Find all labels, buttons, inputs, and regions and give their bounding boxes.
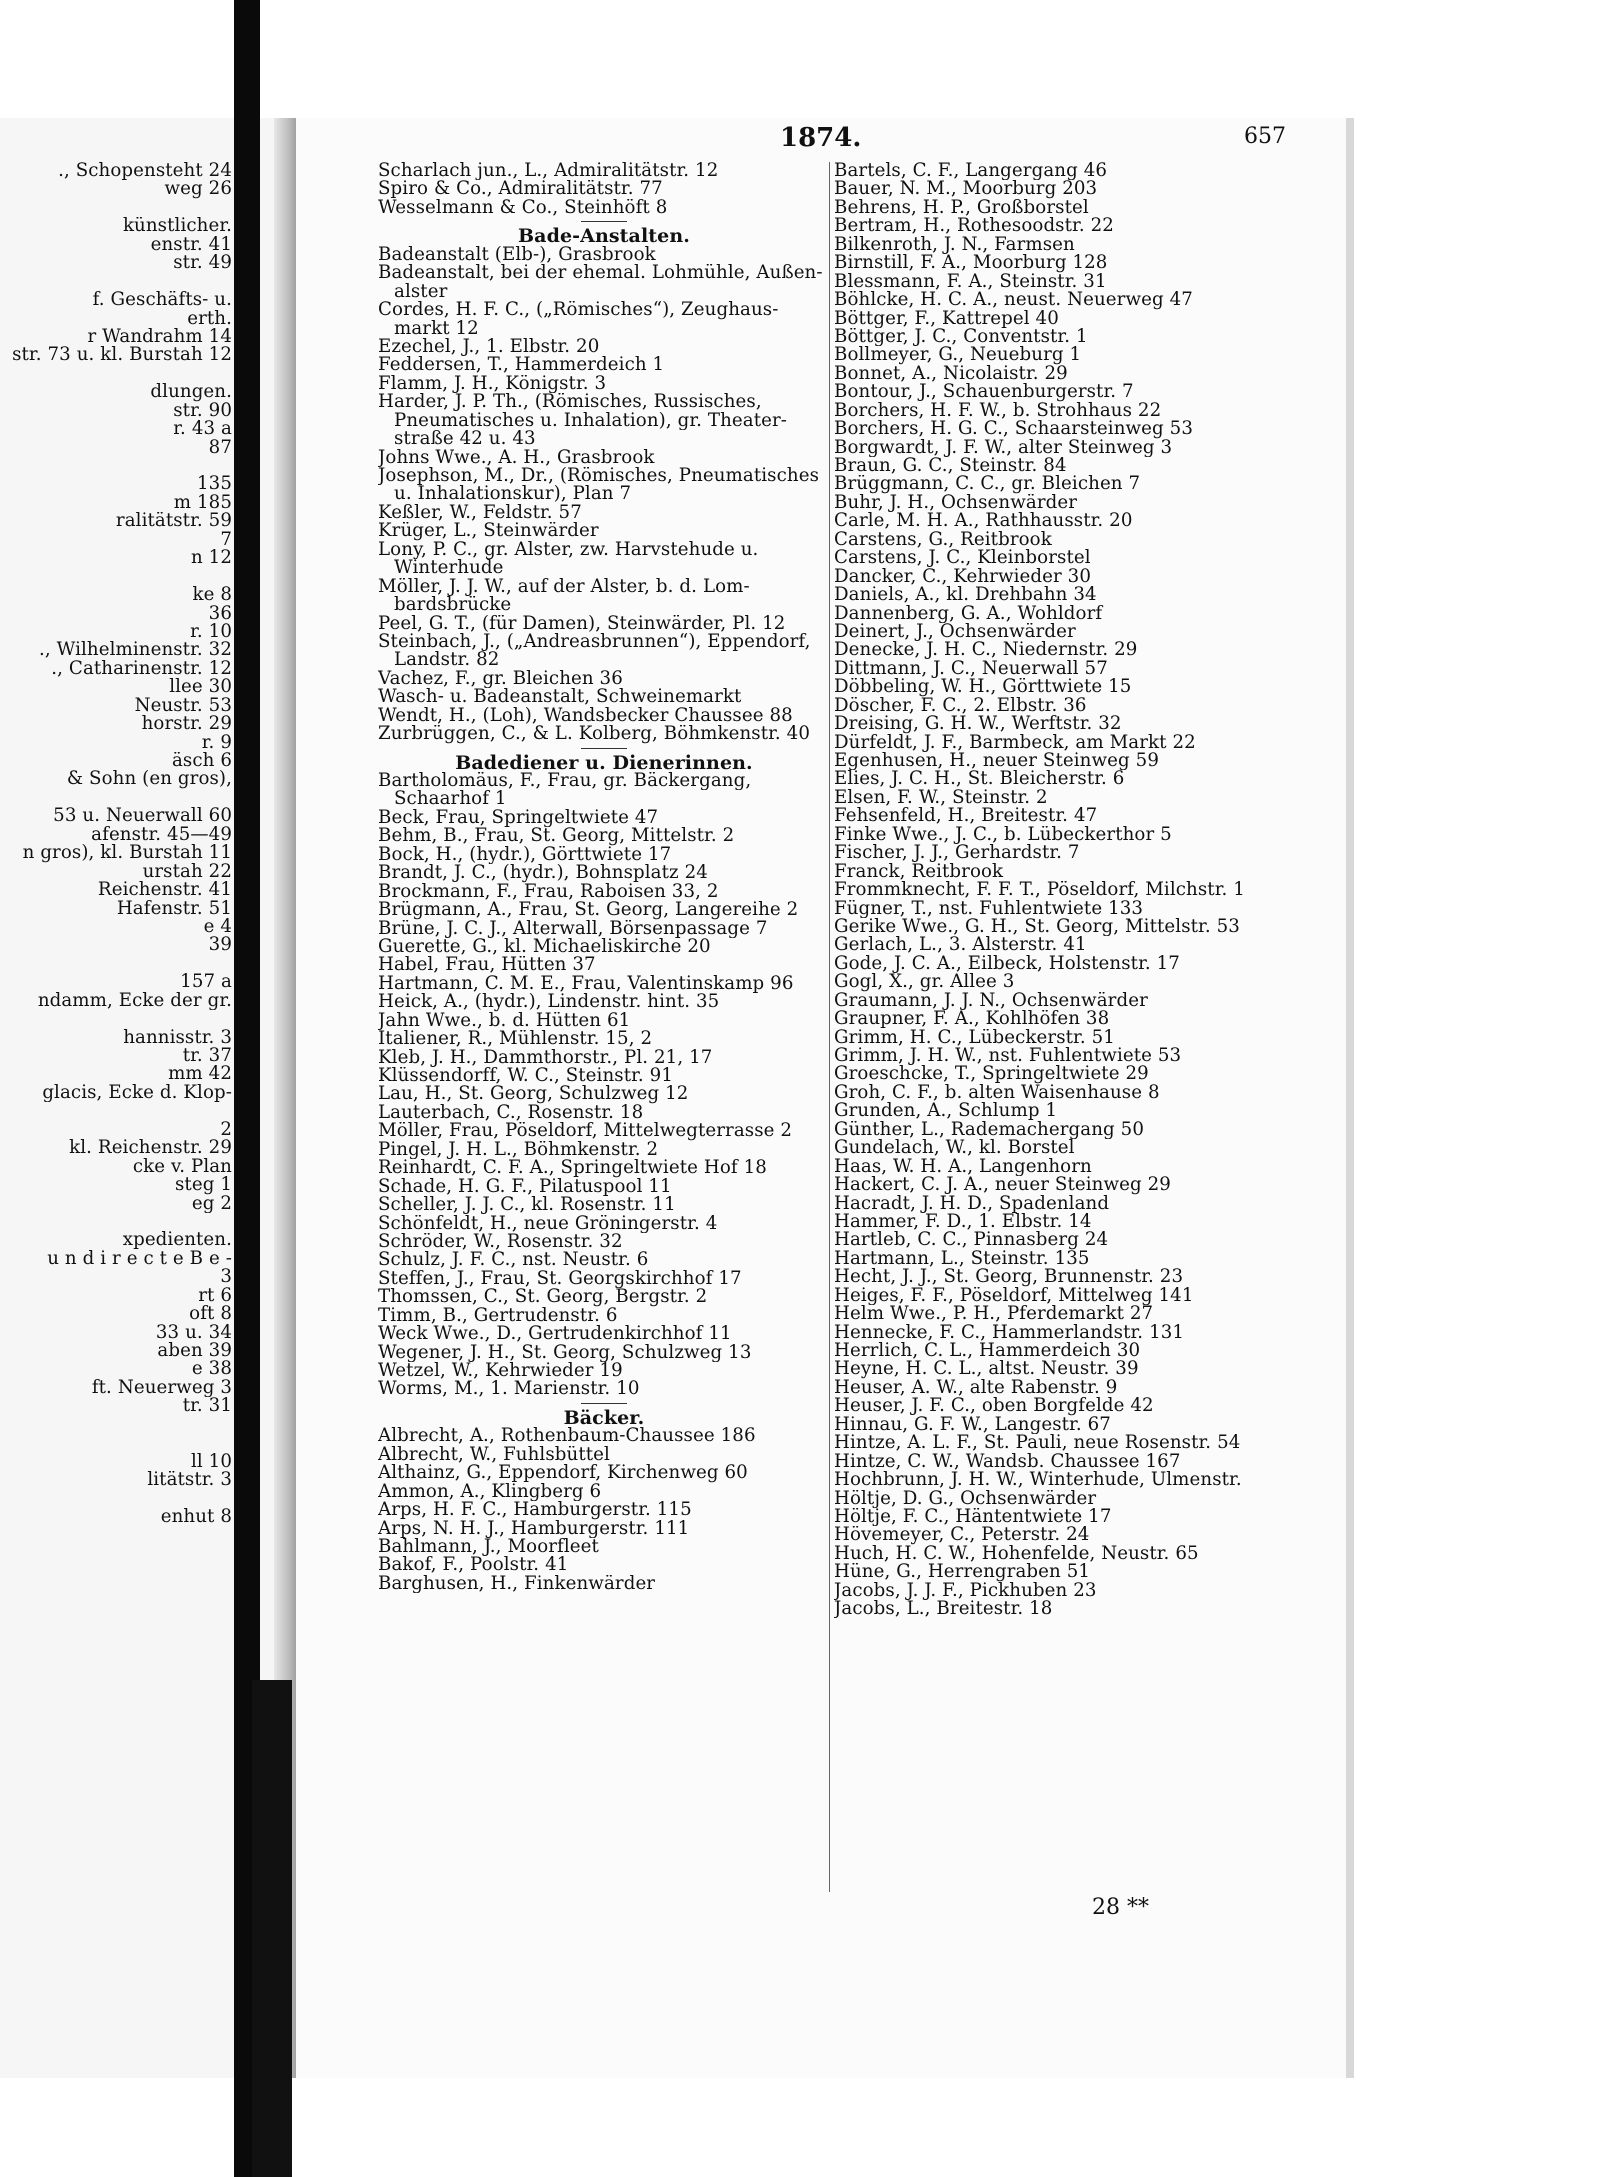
directory-entry: Fehsenfeld, H., Breitestr. 47 [834,807,1098,826]
left-fragment-line [0,365,232,383]
left-fragment-line: künstlicher. [122,217,232,236]
directory-entry: Brüne, J. C. J., Alterwall, Börsenpassage 7 [378,919,768,938]
page-number: 657 [1244,124,1286,149]
directory-entry: Bertram, H., Rothesoodstr. 22 [834,217,1114,236]
directory-entry: Beck, Frau, Springeltwiete 47 [378,808,659,828]
left-fragment-line [0,199,232,217]
left-fragment-line: ll 10 [190,1452,232,1472]
left-fragment-line: ., Catharinenstr. 12 [51,659,232,679]
directory-entry: Behrens, H. P., Großborstel [834,198,1089,218]
left-fragment-line [0,1434,232,1452]
binding-strip-lower [252,1680,292,2177]
directory-entry: Borchers, H. G. C., Schaarsteinweg 53 [834,420,1194,439]
directory-entry: Huch, H. C. W., Hohenfelde, Neustr. 65 [834,1544,1199,1564]
directory-entry: Althainz, G., Eppendorf, Kirchenweg 60 [378,1464,748,1483]
directory-entry: Thomssen, C., St. Georg, Bergstr. 2 [378,1288,708,1307]
directory-entry: Habel, Frau, Hütten 37 [378,956,596,975]
column-divider [829,162,830,1892]
directory-entry: Hintze, A. L. F., St. Pauli, neue Rosenstr. 54 [834,1434,1241,1453]
left-fragment-line: eg 2 [191,1194,232,1213]
directory-entry: Döbbeling, W. H., Görttwiete 15 [834,678,1132,697]
directory-entry: Borgwardt, J. F. W., alter Steinweg 3 [834,438,1173,457]
directory-entry: Heuser, J. F. C., oben Borgfelde 42 [834,1397,1154,1416]
directory-entry: Graumann, J. J. N., Ochsenwärder [834,991,1148,1011]
left-fragment-line: Reichenstr. 41 [97,881,232,900]
directory-entry: Ezechel, J., 1. Elbstr. 20 [378,337,600,357]
directory-entry: Hennecke, F. C., Hammerlandstr. 131 [834,1323,1185,1342]
left-fragment-line: steg 1 [174,1176,232,1195]
directory-entry: Bartels, C. F., Langergang 46 [834,162,1108,181]
left-fragment-line [0,1010,232,1028]
left-fragment-line: mm 42 [168,1065,232,1084]
left-fragment-line [0,1213,232,1231]
directory-entry: Scheller, J. J. C., kl. Rosenstr. 11 [378,1196,676,1215]
directory-entry: Hintze, C. W., Wandsb. Chaussee 167 [834,1452,1181,1472]
directory-entry: Hacradt, J. H. D., Spadenland [834,1194,1110,1213]
directory-entry: Heuser, A. W., alte Rabenstr. 9 [834,1378,1118,1398]
directory-entry: Deinert, J., Ochsenwärder [834,622,1076,642]
left-fragment-line: oft 8 [189,1305,232,1324]
directory-entry: Jahn Wwe., b. d. Hütten 61 [378,1011,631,1031]
directory-entry: Grimm, J. H. W., nst. Fuhlentwiete 53 [834,1047,1182,1066]
directory-entry: Helm Wwe., P. H., Pferdemarkt 27 [834,1305,1154,1324]
directory-entry: Winterhude [394,559,504,578]
left-fragment-line: e 38 [191,1360,232,1379]
directory-entry: Buhr, J. H., Ochsenwärder [834,493,1078,513]
left-fragment-line [0,789,232,807]
directory-entry: Vachez, F., gr. Bleichen 36 [378,669,623,689]
directory-entry: Schönfeldt, H., neue Gröningerstr. 4 [378,1214,718,1233]
directory-entry: Finke Wwe., J. C., b. Lübeckerthor 5 [834,825,1172,845]
directory-entry: alster [394,282,448,302]
directory-entry: Albrecht, A., Rothenbaum-Chaussee 186 [378,1427,756,1446]
directory-entry: Wetzel, W., Kehrwieder 19 [378,1362,623,1381]
directory-entry: Lauterbach, C., Rosenstr. 18 [378,1103,644,1123]
section-rule [378,744,830,754]
directory-entry: Herrlich, C. L., Hammerdeich 30 [834,1342,1141,1361]
directory-entry: Möller, Frau, Pöseldorf, Mittelwegterrasse 2 [378,1122,793,1141]
left-fragment-line: tr. 31 [182,1397,232,1416]
directory-entry: Hartmann, C. M. E., Frau, Valentinskamp 96 [378,974,794,994]
directory-entry: Lau, H., St. Georg, Schulzweg 12 [378,1085,689,1104]
directory-entry: Dreising, G. H. W., Werftstr. 32 [834,715,1122,734]
directory-entry: Steffen, J., Frau, St. Georgskirchhof 17 [378,1269,742,1289]
directory-entry: Bahlmann, J., Moorfleet [378,1537,599,1557]
directory-entry: bardsbrücke [394,596,512,615]
directory-entry: Ammon, A., Klingberg 6 [378,1482,602,1502]
directory-entry: Hartleb, C. C., Pinnasberg 24 [834,1231,1109,1250]
directory-entry: Klüssendorff, W. C., Steinstr. 91 [378,1067,674,1086]
left-fragment-line: llee 30 [169,678,232,697]
left-fragment-line: 2 [220,1120,232,1140]
left-fragment-line: glacis, Ecke d. Klop- [42,1083,232,1103]
directory-entry: Grunden, A., Schlump 1 [834,1102,1058,1121]
middle-column [378,162,830,1593]
directory-entry: Johns Wwe., A. H., Grasbrook [378,448,655,467]
directory-entry: Carle, M. H. A., Rathhausstr. 20 [834,512,1133,531]
left-fragment-line: str. 49 [173,254,232,273]
directory-entry: Elsen, F. W., Steinstr. 2 [834,788,1048,808]
directory-entry: Badeanstalt, bei der ehemal. Lohmühle, Außen- [378,264,823,283]
directory-entry: Reinhardt, C. F. A., Springeltwiete Hof 18 [378,1159,767,1178]
left-fragment-line: 53 u. Neuerwall 60 [53,807,232,826]
right-column [834,162,1314,1619]
directory-entry: Blessmann, F. A., Steinstr. 31 [834,272,1107,292]
directory-entry: Elies, J. C. H., St. Bleicherstr. 6 [834,770,1125,789]
directory-entry: Graupner, F. A., Kohlhöfen 38 [834,1010,1110,1029]
section-rule [378,217,830,227]
directory-entry: Bilkenroth, J. N., Farmsen [834,235,1075,255]
directory-entry: Daniels, A., kl. Drehbahn 34 [834,586,1097,605]
left-fragment-line: r Wandrahm 14 [87,327,232,347]
section-heading: Bäcker. [563,1408,645,1428]
directory-entry: Egenhusen, H., neuer Steinweg 59 [834,752,1159,771]
left-fragment-line: tr. 37 [182,1047,232,1066]
left-fragment-line: n gros), kl. Burstah 11 [22,844,232,863]
directory-entry: Groeschcke, T., Springeltwiete 29 [834,1065,1149,1084]
directory-entry: Flamm, J. H., Königstr. 3 [378,374,607,394]
left-fragment-line: 87 [208,438,232,457]
left-fragment-line: 39 [208,936,232,955]
directory-entry: Fischer, J. J., Gerhardstr. 7 [834,844,1080,863]
directory-entry: Höltje, D. G., Ochsenwärder [834,1489,1097,1508]
directory-entry: Timm, B., Gertrudenstr. 6 [378,1306,618,1326]
directory-entry: Wesselmann & Co., Steinhöft 8 [378,198,668,218]
directory-entry: Brockmann, F., Frau, Raboisen 33, 2 [378,882,719,902]
left-fragment-line: Hafenstr. 51 [116,899,232,918]
directory-entry: Schulz, J. F. C., nst. Neustr. 6 [378,1251,649,1270]
directory-entry: Bakof, F., Poolstr. 41 [378,1556,569,1575]
left-fragment-line: ., Schopensteht 24 [58,162,232,181]
directory-entry: Bauer, N. M., Moorburg 203 [834,180,1098,199]
directory-entry: Zurbrüggen, C., & L. Kolberg, Böhmkenstr. 40 [378,725,811,744]
left-fragment-line: ndamm, Ecke der gr. [37,991,232,1011]
left-fragment-line: str. 73 u. kl. Burstah 12 [12,346,232,365]
directory-entry: Josephson, M., Dr., (Römisches, Pneumatisches [378,467,820,486]
left-fragment-line: enhut 8 [160,1507,232,1527]
left-fragment-line: f. Geschäfts- u. [92,291,232,310]
directory-entry: Hinnau, G. F. W., Langestr. 67 [834,1415,1111,1435]
left-fragment-line [0,955,232,973]
directory-entry: Hartmann, L., Steinstr. 135 [834,1249,1090,1269]
directory-entry: Arps, N. H. J., Hamburgerstr. 111 [378,1519,690,1538]
directory-entry: Wendt, H., (Loh), Wandsbecker Chaussee 88 [378,706,793,726]
directory-entry: Heick, A., (hydr.), Lindenstr. hint. 35 [378,993,720,1012]
directory-entry: Pneumatisches u. Inhalation), gr. Theater- [394,411,788,431]
directory-entry: Schaarhof 1 [394,790,507,809]
left-fragment-line: n 12 [190,549,232,568]
directory-entry: Krüger, L., Steinwärder [378,522,599,541]
directory-entry: Groh, C. F., b. alten Waisenhause 8 [834,1083,1160,1103]
left-fragment-line: urstah 22 [142,862,232,882]
directory-entry: Brügmann, A., Frau, St. Georg, Langereihe 2 [378,901,799,920]
directory-entry: Hackert, C. J. A., neuer Steinweg 29 [834,1176,1171,1195]
left-fragment-line: kl. Reichenstr. 29 [69,1139,232,1158]
left-fragment-line: cke v. Plan [132,1157,232,1177]
directory-entry: Barghusen, H., Finkenwärder [378,1574,656,1594]
directory-entry: Hecht, J. J., St. Georg, Brunnenstr. 23 [834,1268,1184,1287]
directory-entry: Dannenberg, G. A., Wohldorf [834,604,1103,623]
directory-entry: Hövemeyer, C., Peterstr. 24 [834,1526,1090,1545]
directory-entry: Borchers, H. F. W., b. Strohhaus 22 [834,401,1162,421]
left-fragment-line: erth. [187,309,232,328]
left-fragment-line [0,273,232,291]
left-fragment-line: ke 8 [192,586,232,605]
left-fragment-line: 157 a [180,973,232,992]
directory-entry: Birnstill, F. A., Moorburg 128 [834,254,1108,273]
left-fragment-line: str. 90 [173,401,232,421]
directory-entry: Günther, L., Rademachergang 50 [834,1120,1144,1140]
directory-entry: Gerlach, L., 3. Alsterstr. 41 [834,936,1087,955]
directory-entry: Grimm, H. C., Lübeckerstr. 51 [834,1028,1115,1047]
directory-entry: Landstr. 82 [394,651,500,670]
directory-entry: Hüne, G., Herrengraben 51 [834,1563,1091,1582]
left-fragment-line: äsch 6 [171,752,232,771]
directory-entry: Höltje, F. C., Häntentwiete 17 [834,1507,1112,1527]
directory-entry: Franck, Reitbrook [834,862,1004,882]
directory-entry: Gundelach, W., kl. Borstel [834,1139,1075,1158]
left-fragment-line: r. 9 [201,733,232,752]
left-fragment-line: & Sohn (en gros), [66,770,232,789]
directory-entry: Frommknecht, F. F. T., Pöseldorf, Milchstr. 1 [834,881,1245,900]
section-heading: Bade-Anstalten. [518,227,690,246]
header-year: 1874. [780,123,862,153]
left-fragment-line: u n d i r e c t e B e - [47,1249,232,1269]
left-fragment-line: 7 [220,530,232,550]
left-fragment-line [0,568,232,586]
left-fragment-line [0,1102,232,1120]
directory-entry: Carstens, G., Reitbrook [834,530,1052,550]
directory-entry: Dancker, C., Kehrwieder 30 [834,567,1092,587]
directory-entry: Italiener, R., Mühlenstr. 15, 2 [378,1030,653,1049]
directory-entry: Fügner, T., nst. Fuhlentwiete 133 [834,899,1144,918]
section-heading: Badediener u. Dienerinnen. [455,753,753,772]
directory-entry: Pingel, J. H. L., Böhmkenstr. 2 [378,1140,659,1160]
directory-entry: Heiges, F. F., Pöseldorf, Mittelweg 141 [834,1286,1194,1306]
left-fragment-line: r. 10 [190,622,232,642]
left-fragment-line: ., Wilhelminenstr. 32 [38,641,232,660]
directory-entry: Braun, G. C., Steinstr. 84 [834,457,1067,476]
directory-entry: Bartholomäus, F., Frau, gr. Bäckergang, [378,772,752,791]
left-fragment-line: weg 26 [164,180,232,199]
directory-entry: Worms, M., 1. Marienstr. 10 [378,1380,640,1399]
left-page-column-fragment [0,162,232,1526]
left-fragment-line: aben 39 [157,1342,232,1361]
directory-entry: Bonnet, A., Nicolaistr. 29 [834,364,1068,384]
left-fragment-line: r. 43 a [173,420,232,439]
left-fragment-line: ralitätstr. 59 [115,512,232,531]
left-fragment-line: enstr. 41 [150,235,232,255]
directory-entry: Schröder, W., Rosenstr. 32 [378,1232,623,1252]
directory-entry: Gerike Wwe., G. H., St. Georg, Mittelstr. 53 [834,917,1240,937]
directory-entry: markt 12 [394,319,479,338]
left-fragment-line: Neustr. 53 [134,696,232,716]
directory-entry: Harder, J. P. Th., (Römisches, Russisches, [378,393,762,412]
directory-entry: Schade, H. G. F., Pilatuspool 11 [378,1177,672,1197]
directory-entry: Feddersen, T., Hammerdeich 1 [378,356,665,375]
directory-entry: Jacobs, L., Breitestr. 18 [834,1600,1053,1619]
directory-entry: Scharlach jun., L., Admiralitätstr. 12 [378,162,719,181]
section-rule [378,1399,830,1409]
directory-entry: Haas, W. H. A., Langenhorn [834,1157,1092,1177]
directory-entry: Heyne, H. C. L., altst. Neustr. 39 [834,1360,1139,1379]
directory-entry: Wegener, J. H., St. Georg, Schulzweg 13 [378,1343,752,1362]
directory-entry: Albrecht, W., Fuhlsbüttel [378,1445,610,1465]
directory-entry: Dürfeldt, J. F., Barmbeck, am Markt 22 [834,733,1196,752]
directory-entry: Jacobs, J. J. F., Pickhuben 23 [834,1581,1097,1601]
directory-entry: Hochbrunn, J. H. W., Winterhude, Ulmenstr. [834,1471,1242,1490]
directory-entry: Wasch- u. Badeanstalt, Schweinemarkt [378,688,742,707]
directory-entry: Lony, P. C., gr. Alster, zw. Harvstehude u. [378,540,759,560]
left-fragment-line: hannisstr. 3 [123,1028,232,1047]
left-fragment-line: afenstr. 45—49 [91,825,232,845]
directory-entry: Behm, B., Frau, St. Georg, Mittelstr. 2 [378,827,735,846]
left-fragment-line: ft. Neuerweg 3 [91,1378,232,1398]
signature-mark: 28 ** [1092,1895,1149,1920]
left-fragment-line: m 185 [173,493,232,513]
directory-entry: Spiro & Co., Admiralitätstr. 77 [378,180,663,199]
left-fragment-line: 33 u. 34 [155,1323,232,1342]
directory-entry: Arps, H. F. C., Hamburgerstr. 115 [378,1501,692,1520]
directory-entry: Keßler, W., Feldstr. 57 [378,503,582,523]
left-fragment-line: e 4 [203,917,232,937]
left-fragment-line [0,1490,232,1508]
directory-entry: Döscher, F. C., 2. Elbstr. 36 [834,696,1087,716]
left-fragment-line: 3 [220,1268,232,1287]
directory-entry: Böttger, F., Kattrepel 40 [834,309,1059,328]
directory-entry: Denecke, J. H. C., Niedernstr. 29 [834,641,1138,660]
directory-entry: Steinbach, J., („Andreasbrunnen“), Eppendorf, [378,632,811,652]
directory-entry: Carstens, J. C., Kleinborstel [834,549,1091,568]
directory-entry: Peel, G. T., (für Damen), Steinwärder, Pl. 12 [378,614,786,633]
directory-entry: Bontour, J., Schauenburgerstr. 7 [834,383,1134,402]
directory-entry: Möller, J. J. W., auf der Alster, b. d. Lom- [378,577,750,597]
directory-entry: Bollmeyer, G., Neueburg 1 [834,346,1082,365]
directory-entry: Dittmann, J. C., Neuerwall 57 [834,659,1108,679]
directory-entry: u. Inhalationskur), Plan 7 [394,485,632,504]
left-fragment-line: dlungen. [150,383,232,402]
left-fragment-line: 36 [208,604,232,623]
directory-entry: Brandt, J. C., (hydr.), Bohnsplatz 24 [378,864,708,883]
directory-entry: straße 42 u. 43 [394,430,536,449]
directory-entry: Guerette, G., kl. Michaeliskirche 20 [378,937,711,957]
left-fragment-line [0,1416,232,1434]
left-fragment-line [0,457,232,475]
directory-entry: Brüggmann, C. C., gr. Bleichen 7 [834,475,1141,494]
directory-entry: Bock, H., (hydr.), Görttwiete 17 [378,845,672,865]
directory-entry: Weck Wwe., D., Gertrudenkirchhof 11 [378,1325,732,1344]
directory-entry: Hammer, F. D., 1. Elbstr. 14 [834,1212,1092,1232]
directory-entry: Gode, J. C. A., Eilbeck, Holstenstr. 17 [834,954,1180,974]
left-fragment-line: horstr. 29 [141,715,232,734]
directory-entry: Cordes, H. F. C., („Römisches“), Zeughaus- [378,301,779,320]
left-fragment-line: rt 6 [198,1286,232,1306]
directory-entry: Badeanstalt (Elb-), Grasbrook [378,245,656,265]
left-fragment-line: xpedienten. [122,1231,232,1250]
left-fragment-line: litätstr. 3 [147,1471,232,1490]
directory-entry: Böttger, J. C., Conventstr. 1 [834,327,1088,347]
page-edge [1346,118,1354,2078]
directory-entry: Gogl, X., gr. Allee 3 [834,973,1015,992]
directory-entry: Kleb, J. H., Dammthorstr., Pl. 21, 17 [378,1048,713,1067]
left-fragment-line: 135 [196,475,232,494]
directory-entry: Böhlcke, H. C. A., neust. Neuerweg 47 [834,291,1193,310]
